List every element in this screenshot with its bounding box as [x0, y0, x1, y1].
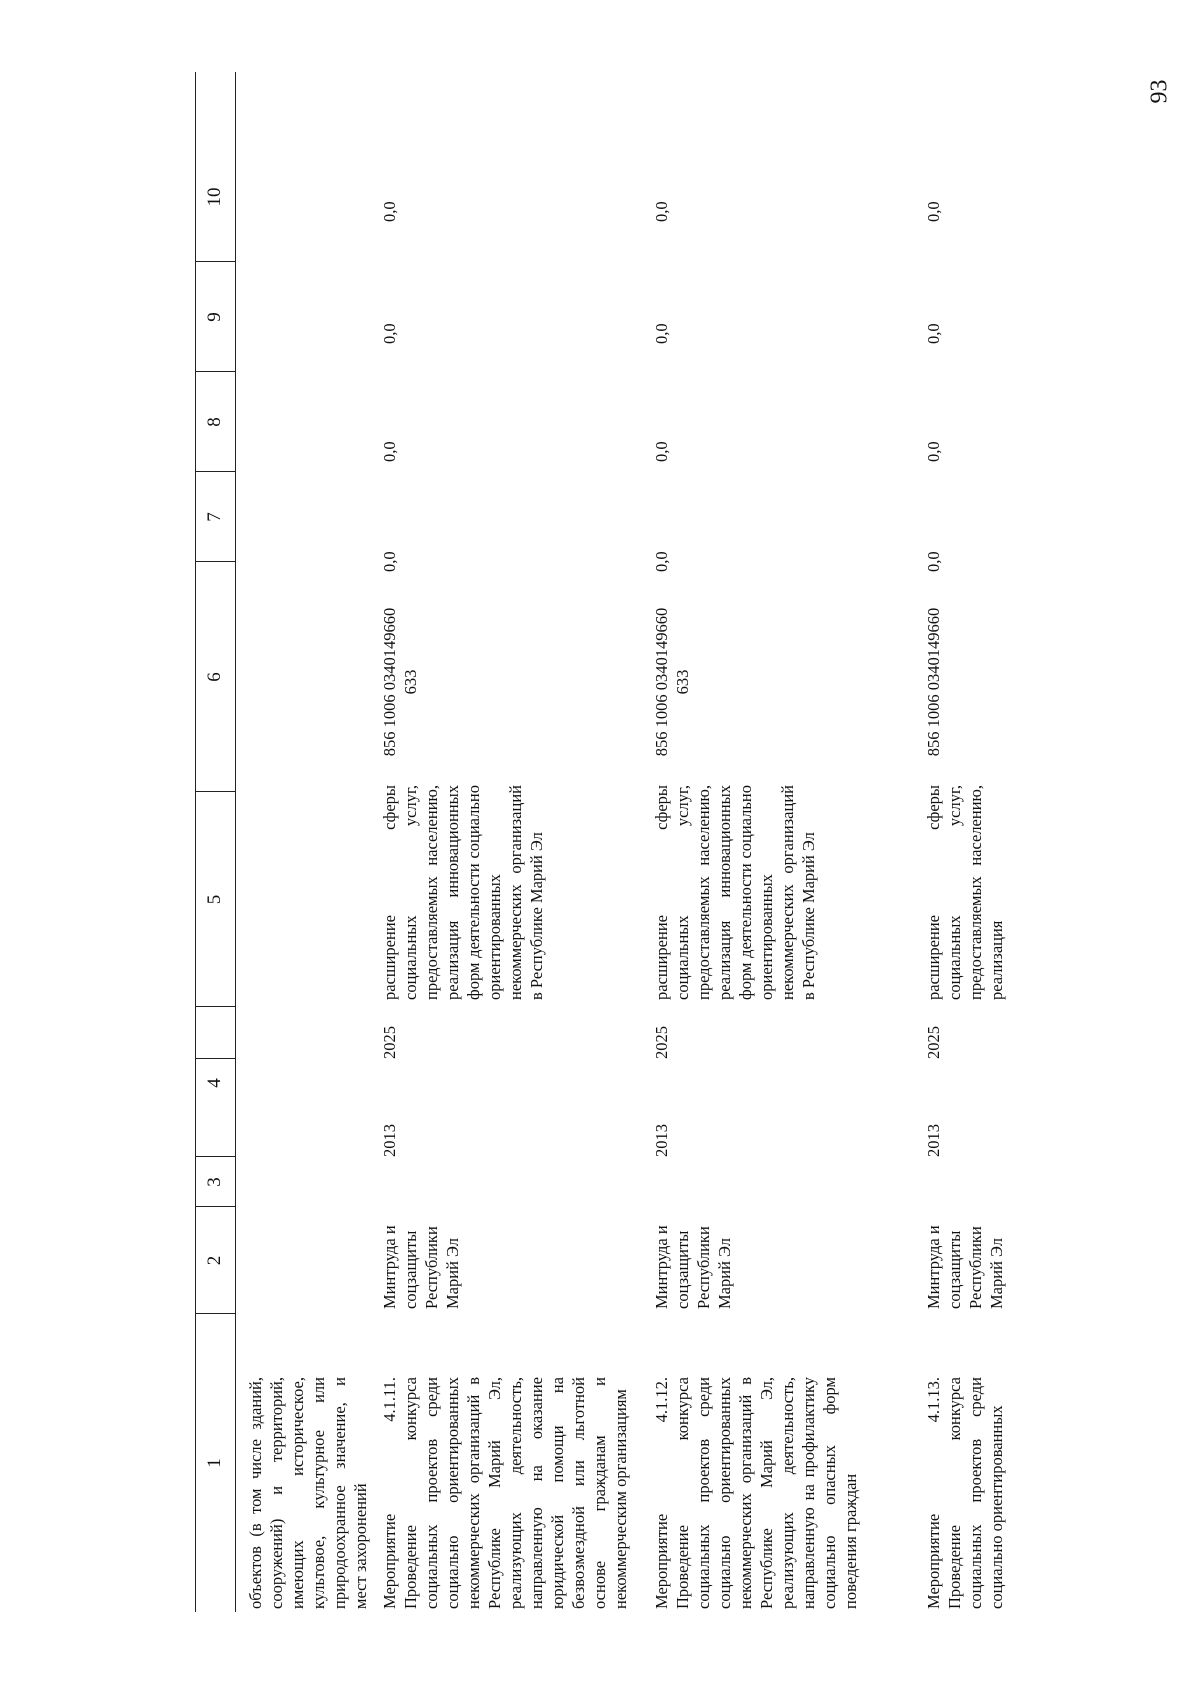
budget-code-line1: 856 1006 0340149660	[380, 607, 399, 757]
measure-text: Мероприятие 4.1.11. Проведение конкурса социальных проектов среди социально ориентированных некоммерческих организаций в Республике Марий Эл, реализующих деятельность, направленную на оказание юридической помощи на безвозмездной или льготной основе гражданам и некоммерческим организациям	[380, 1377, 630, 1609]
value-col9: 0,0	[652, 323, 671, 344]
value-col8: 0,0	[652, 441, 671, 462]
column-number-6: 6	[204, 672, 225, 682]
continuation-text: объектов (в том числе зданий, сооружений) и территорий, имеющих историческое, культовое, культурное или природоохранное значение, и мест захоронений	[246, 1377, 370, 1609]
column-number-1: 1	[204, 1458, 225, 1468]
column-number-10: 10	[204, 187, 225, 207]
rotated-table	[195, 72, 1195, 1612]
value-col9: 0,0	[924, 323, 943, 344]
budget-code-line1: 856 1006 0340149660	[652, 607, 671, 757]
value-col10: 0,0	[380, 201, 399, 222]
start-year: 2013	[652, 1124, 671, 1157]
value-col7: 0,0	[924, 551, 943, 572]
measure-text: Мероприятие 4.1.12. Проведение конкурса социальных проектов среди социально ориентированных некоммерческих организаций в Республике Марий Эл, реализующих деятельность, направленную на профилактику социально опасных форм поведения граждан	[652, 1377, 860, 1609]
measure-text: Мероприятие 4.1.13. Проведение конкурса социальных проектов среди социально ориентированных	[924, 1377, 1006, 1609]
value-col8: 0,0	[380, 441, 399, 462]
column-number-3: 3	[204, 1177, 225, 1187]
value-col7: 0,0	[652, 551, 671, 572]
value-col7: 0,0	[380, 551, 399, 572]
column-number-2: 2	[204, 1255, 225, 1266]
column-number-4: 4	[204, 1078, 225, 1088]
result-text: расширение сферы социальных услуг, предоставляемых населению, реализация инновационных форм деятельности социально ориентированных некоммерческих организаций в Республике Марий Эл	[652, 785, 818, 1000]
start-year: 2013	[380, 1124, 399, 1157]
value-col9: 0,0	[380, 323, 399, 344]
result-text: расширение сферы социальных услуг, предоставляемых населению, реализация инновационных форм деятельности социально ориентированных некоммерческих организаций в Республике Марий Эл	[380, 785, 546, 1000]
start-year: 2013	[924, 1124, 943, 1157]
table-top-rule	[195, 72, 196, 1612]
budget-code	[379, 582, 421, 782]
page-number: 93	[1146, 79, 1173, 104]
value-col10: 0,0	[652, 201, 671, 222]
budget-code-line2: 633	[673, 669, 692, 695]
end-year: 2025	[380, 1026, 399, 1059]
end-year: 2025	[924, 1026, 943, 1059]
column-number-9: 9	[204, 312, 225, 322]
value-col10: 0,0	[924, 201, 943, 222]
budget-code	[923, 582, 944, 782]
column-number-8: 8	[204, 417, 225, 427]
budget-code	[651, 582, 693, 782]
executor-text: Минтруда и соцзащиты Республики Марий Эл	[924, 1225, 1006, 1309]
value-col8: 0,0	[924, 441, 943, 462]
executor-text: Минтруда и соцзащиты Республики Марий Эл	[380, 1225, 462, 1309]
column-number-7: 7	[204, 512, 225, 522]
budget-code-line2: 633	[401, 669, 420, 695]
table-header-rule	[235, 72, 236, 1612]
result-text: расширение сферы социальных услуг, предоставляемых населению, реализация	[924, 785, 1006, 1000]
budget-code-line1: 856 1006 0340149660	[924, 607, 943, 757]
executor-text: Минтруда и соцзащиты Республики Марий Эл	[652, 1225, 734, 1309]
column-number-5: 5	[204, 894, 225, 905]
end-year: 2025	[652, 1026, 671, 1059]
